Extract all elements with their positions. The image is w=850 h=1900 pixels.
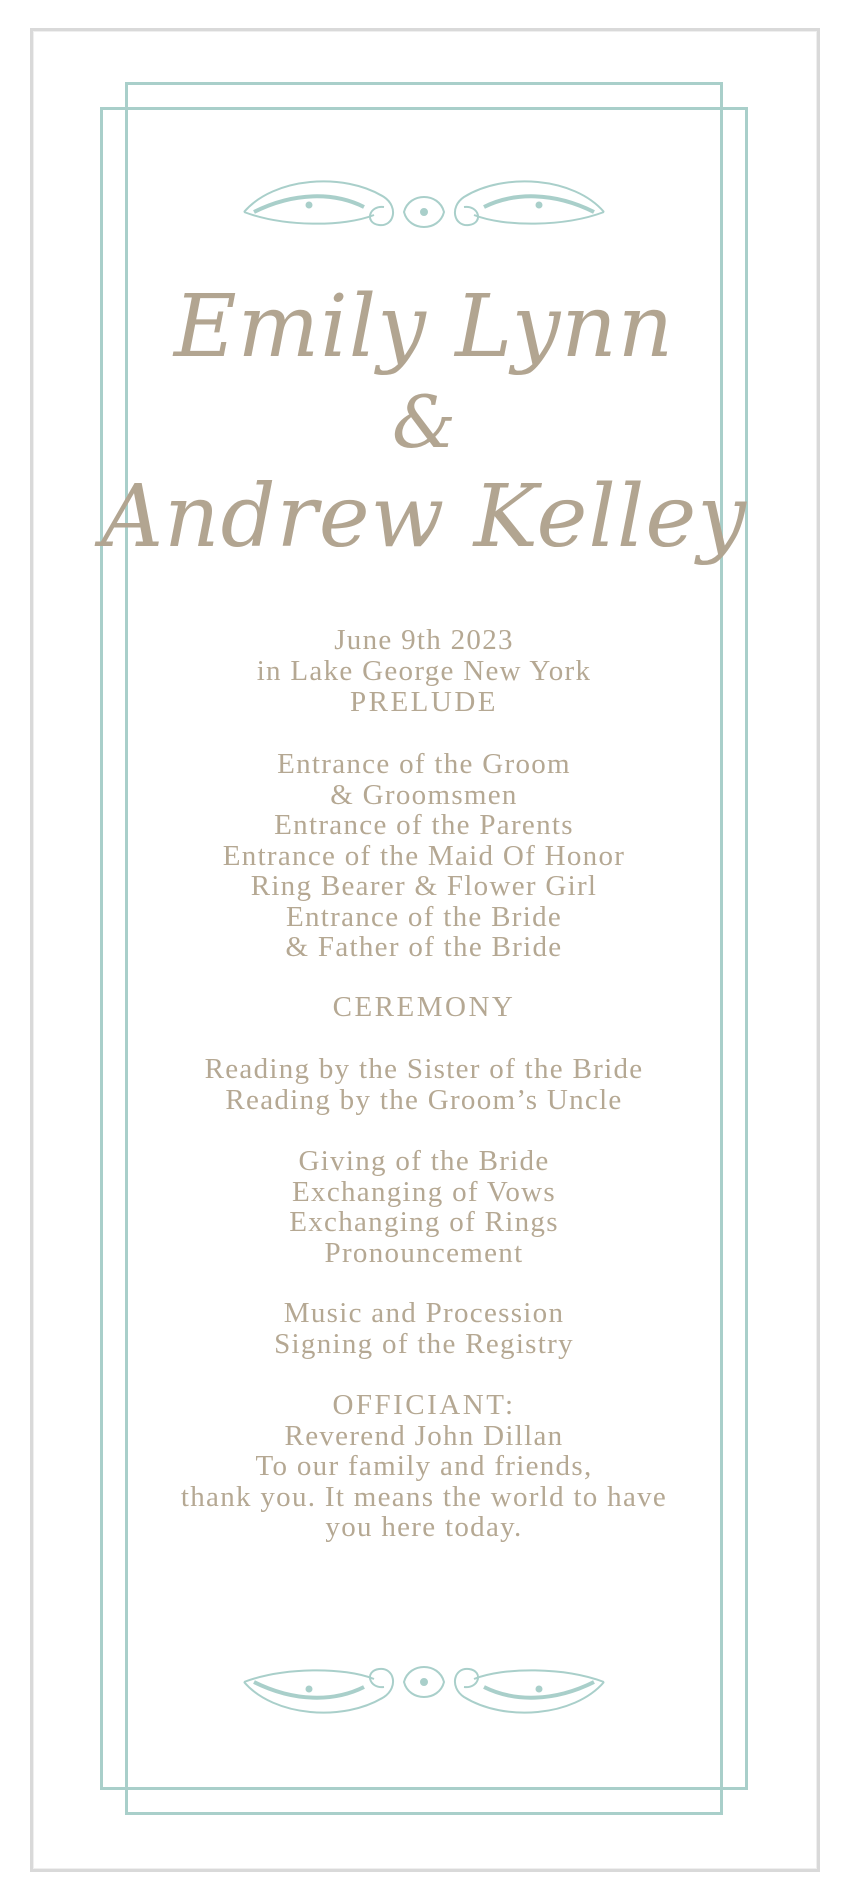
flourish-bottom-icon: [234, 1637, 614, 1727]
event-date: June 9th 2023: [334, 624, 514, 656]
list-item: Reading by the Sister of the Bride: [204, 1053, 644, 1085]
prelude-list: [100, 749, 748, 963]
list-item: Exchanging of Rings: [289, 1206, 559, 1238]
officiant-section: [100, 1390, 748, 1451]
thanks-line: To our family and friends,: [255, 1450, 593, 1482]
list-item: & Father of the Bride: [285, 931, 563, 963]
event-location: in Lake George New York: [256, 654, 592, 687]
bride-name: Emily Lynn: [173, 277, 675, 377]
list-item: Entrance of the Groom: [277, 748, 571, 780]
list-item: & Groomsmen: [330, 778, 518, 811]
list-item: Entrance of the Maid Of Honor: [222, 839, 626, 872]
ampersand: &: [391, 380, 457, 464]
list-item: Entrance of the Parents: [274, 809, 574, 841]
prelude-heading: [100, 687, 748, 718]
officiant-heading: OFFICIANT:: [332, 1389, 516, 1421]
prelude-heading-text: PRELUDE: [350, 686, 498, 718]
ceremony-heading-text: CEREMONY: [332, 991, 516, 1023]
list-item: Giving of the Bride: [298, 1145, 550, 1177]
list-item: Ring Bearer & Flower Girl: [250, 870, 598, 902]
thanks-line: you here today.: [325, 1511, 523, 1543]
couple-names: [100, 272, 748, 572]
ceremony-readings: [100, 1054, 748, 1115]
event-details: [100, 625, 748, 686]
thanks-line: thank you. It means the world to have: [180, 1480, 668, 1513]
ceremony-closing: [100, 1298, 748, 1359]
thank-you-message: [100, 1451, 748, 1543]
list-item: Music and Procession: [283, 1297, 565, 1329]
list-item: Pronouncement: [324, 1236, 524, 1269]
list-item: Exchanging of Vows: [292, 1175, 556, 1208]
list-item: Signing of the Registry: [274, 1327, 574, 1360]
ceremony-heading: [100, 992, 748, 1023]
flourish-top-icon: [234, 167, 614, 257]
ceremony-rites: [100, 1146, 748, 1268]
list-item: Entrance of the Bride: [285, 900, 563, 933]
program-content: [100, 107, 748, 1790]
groom-name: Andrew Kelley: [101, 467, 747, 567]
officiant-name: Reverend John Dillan: [284, 1419, 564, 1452]
list-item: Reading by the Groom’s Uncle: [225, 1083, 623, 1116]
